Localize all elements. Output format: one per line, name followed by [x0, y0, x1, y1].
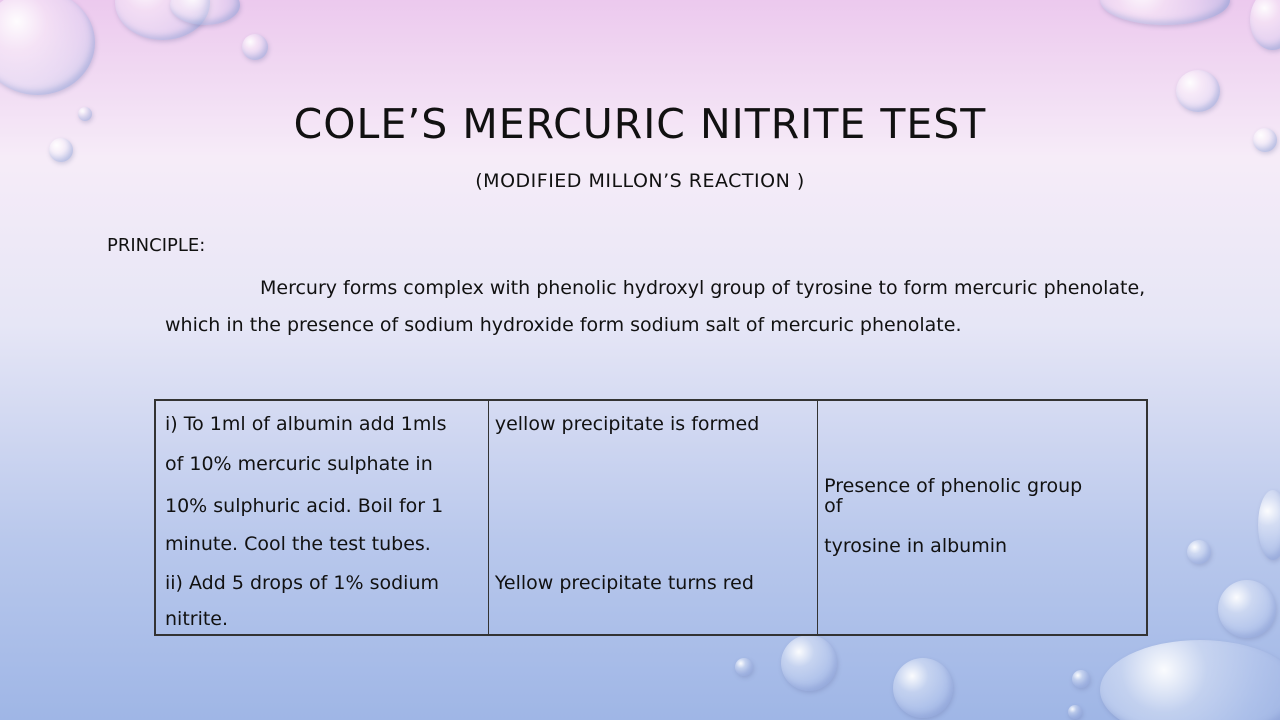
water-droplet-decoration	[1258, 490, 1280, 560]
table-row	[155, 400, 1147, 635]
procedure-line: of 10% mercuric sulphate in	[165, 453, 433, 475]
slide-title: COLE’S MERCURIC NITRITE TEST	[293, 100, 987, 148]
water-droplet-decoration	[893, 658, 953, 718]
water-droplet-decoration	[735, 658, 753, 676]
observation-text: Yellow precipitate turns red	[494, 572, 754, 594]
procedure-cell	[155, 400, 488, 635]
procedure-line: i) To 1ml of albumin add 1mls	[165, 413, 447, 435]
water-droplet-decoration	[1072, 670, 1090, 688]
water-droplet-decoration	[1218, 580, 1276, 638]
procedure-line: nitrite.	[165, 608, 229, 630]
observation-text: yellow precipitate is formed	[494, 413, 760, 435]
procedure-line: minute. Cool the test tubes.	[165, 533, 431, 555]
procedure-line: 10% sulphuric acid. Boil for 1	[165, 495, 444, 517]
inference-text: Presence of phenolic group	[824, 475, 1083, 497]
slide-subtitle: (MODIFIED MILLON’S REACTION )	[475, 170, 805, 192]
test-procedure-table	[154, 399, 1148, 636]
principle-heading: PRINCIPLE:	[107, 235, 206, 256]
principle-text: Mercury forms complex with phenolic hydroxyl group of tyrosine to form mercuric phenolate, which in the presence of sodium hydroxide form sodium salt of mercuric phenolate.	[165, 277, 1146, 336]
water-droplet-decoration	[1068, 705, 1082, 719]
water-droplet-decoration	[0, 0, 95, 95]
procedure-line: ii) Add 5 drops of 1% sodium	[165, 572, 439, 594]
water-droplet-decoration	[1187, 540, 1211, 564]
water-droplet-decoration	[242, 34, 268, 60]
inference-text: tyrosine in albumin	[824, 535, 1008, 557]
water-droplet-decoration	[1100, 640, 1280, 720]
water-droplet-decoration	[1250, 0, 1280, 50]
water-droplet-decoration	[1100, 0, 1230, 25]
water-droplet-decoration	[781, 635, 837, 691]
inference-text: of	[824, 495, 843, 517]
observation-cell	[488, 400, 817, 635]
inference-cell	[818, 400, 1147, 635]
